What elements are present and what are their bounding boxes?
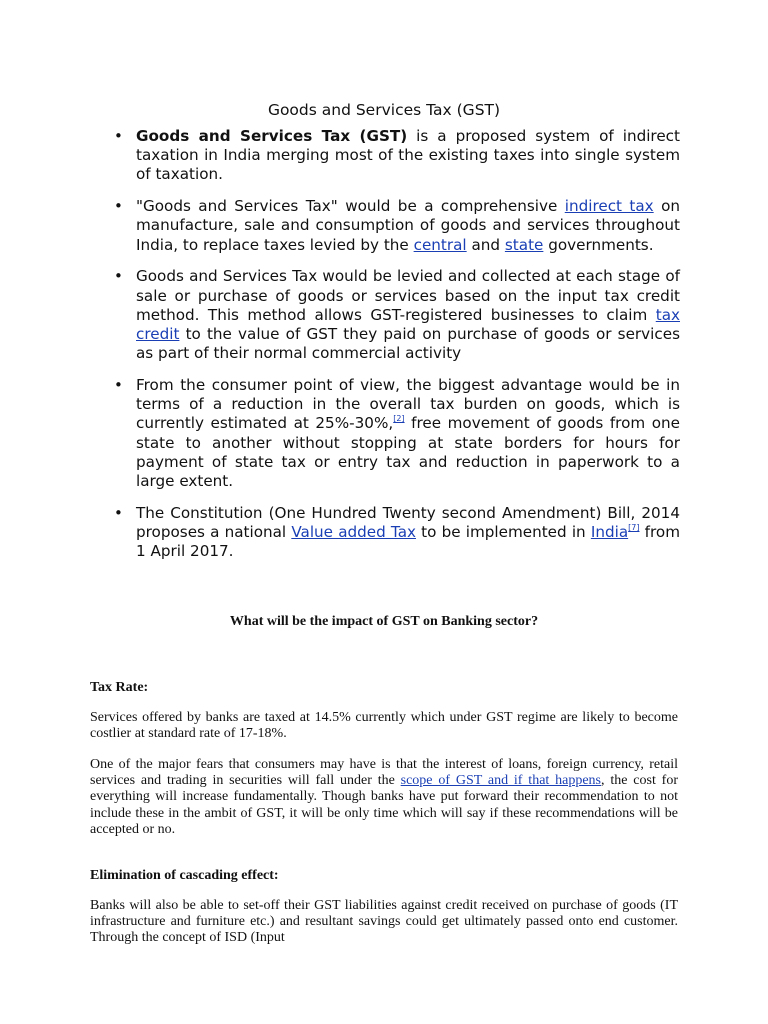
citation-link[interactable]: [2]: [393, 414, 405, 424]
bullet-text: to the value of GST they paid on purchase of goods or services as part of their normal commercial activity: [136, 325, 680, 363]
gst-bullet-list: [90, 127, 680, 574]
link-state[interactable]: state: [504, 235, 544, 254]
link-central[interactable]: central: [413, 235, 467, 254]
list-item: [90, 267, 680, 363]
list-item: [90, 197, 680, 255]
bullet-icon: •: [114, 127, 123, 145]
impact-heading: What will be the impact of GST on Banking sector?: [229, 614, 539, 629]
paragraph-text: One of the major fears that consumers may have is that the interest of loans, foreign currency, retail services and trading in securities will fall under the: [90, 757, 678, 789]
link-value-added-tax[interactable]: Value added Tax: [291, 523, 416, 542]
paragraph-text: , the cost for everything will increase fundamentally. Though banks have put forward their recommendation to not include these in the ambit of GST, it will be only time which will say if these recommendations will be accepted or no.: [90, 773, 678, 837]
list-item: [90, 376, 680, 491]
consumer-fears-paragraph: [90, 757, 678, 838]
bullet-text: to be implemented in: [416, 523, 591, 542]
bullet-text: is a proposed system of indirect taxation in India merging most of the existing taxes into single system of taxation.: [136, 127, 680, 184]
citation-link[interactable]: [7]: [628, 523, 640, 533]
document-title: Goods and Services Tax (GST): [267, 101, 501, 119]
bullet-text: governments.: [543, 235, 654, 254]
cascading-paragraph: Banks will also be able to set-off their GST liabilities against credit received on purchase of goods (IT infrastructure and furniture etc.) and resultant savings could get ultimately passed onto end customer. Through the concept of ISD (Input: [90, 898, 678, 946]
bullet-text: on manufacture, sale and consumption of goods and services throughout India, to replace taxes levied by the: [136, 197, 681, 254]
tax-rate-heading: Tax Rate:: [90, 680, 149, 695]
bold-term: Goods and Services Tax (GST): [136, 127, 408, 145]
bullet-icon: •: [114, 267, 123, 286]
bullet-icon: •: [114, 376, 123, 395]
list-item: [90, 504, 680, 562]
link-tax-credit[interactable]: tax credit: [136, 305, 680, 344]
link-scope-of-gst[interactable]: scope of GST and if that happens: [400, 773, 602, 789]
bullet-text: The Constitution (One Hundred Twenty second Amendment) Bill, 2014 proposes a national: [136, 503, 680, 542]
bullet-text: Goods and Services Tax would be levied and collected at each stage of sale or purchase of goods or services based on the input tax credit method. This method allows GST-registered businesses to claim: [136, 267, 680, 324]
list-item: [90, 127, 680, 185]
bullet-text: "Goods and Services Tax" would be a comprehensive: [136, 197, 565, 216]
bullet-text: From the consumer point of view, the biggest advantage would be in terms of a reduction in the overall tax burden on goods, which is currently estimated at 25%-30%,: [136, 376, 680, 433]
bullet-text: from 1 April 2017.: [136, 523, 680, 561]
link-indirect-tax[interactable]: indirect tax: [564, 197, 654, 216]
link-india[interactable]: India: [590, 523, 629, 542]
bullet-icon: •: [114, 503, 123, 522]
bullet-text: and: [466, 235, 505, 254]
cascading-heading: Elimination of cascading effect:: [90, 868, 279, 883]
bullet-text: free movement of goods from one state to another without stopping at state borders for hours for payment of state tax or entry tax and reduction in paperwork to a large extent.: [136, 414, 680, 491]
tax-rate-paragraph: Services offered by banks are taxed at 14.5% currently which under GST regime are likely to become costlier at standard rate of 17-18%.: [90, 710, 678, 742]
bullet-icon: •: [114, 197, 123, 216]
